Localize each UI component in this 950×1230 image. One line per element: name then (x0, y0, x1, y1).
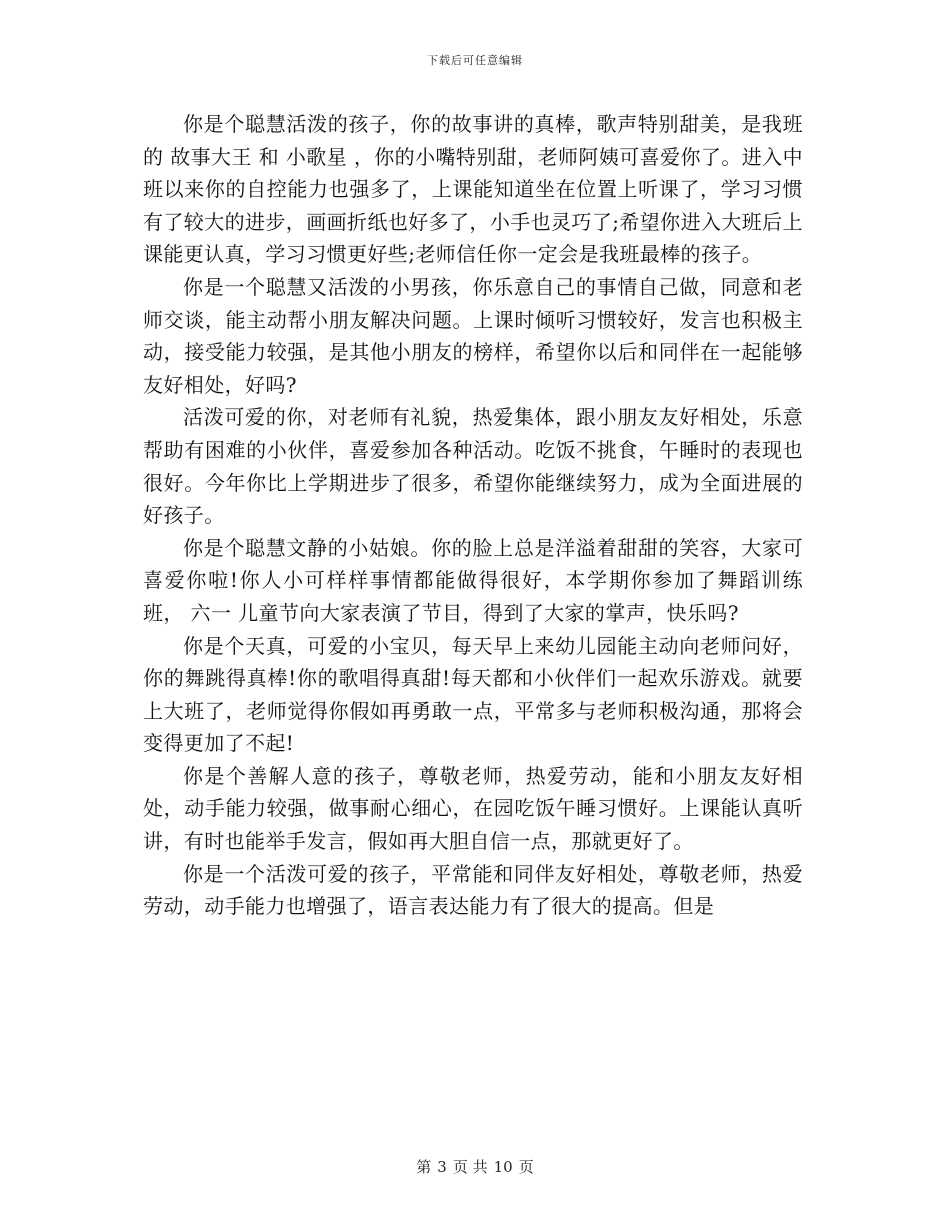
footer-prefix: 第 (416, 1158, 432, 1176)
paragraph-2: 你是一个聪慧又活泼的小男孩，你乐意自己的事情自己做，同意和老师交谈，能主动帮小朋友解决问题。上课时倾听习惯较好，发言也积极主动，接受能力较强，是其他小朋友的榜样，希望你以后和同伴在一起能够友好相处，好吗? (143, 274, 803, 397)
page-header: 下载后可任意编辑 (427, 54, 523, 67)
paragraph-1: 你是个聪慧活泼的孩子，你的故事讲的真棒，歌声特别甜美，是我班的 故事大王 和 小歌星 ，你的小嘴特别甜，老师阿姨可喜爱你了。进入中班以来你的自控能力也强多了，上课能知道坐在位置上听课了，学习习惯有了较大的进步，画画折纸也好多了，小手也灵巧了;希望你进入大班后上课能更认真，学习习惯更好些;老师信任你一定会是我班最棒的孩子。 (143, 112, 803, 267)
page-footer (0, 1156, 950, 1177)
paragraph-4: 你是个聪慧文静的小姑娘。你的脸上总是洋溢着甜甜的笑容，大家可喜爱你啦!你人小可样样事情都能做得很好，本学期你参加了舞蹈训练班， 六一 儿童节向大家表演了节目，得到了大家的掌声，快乐吗? (143, 535, 803, 625)
paragraph-6: 你是个善解人意的孩子，尊敬老师，热爱劳动，能和小朋友友好相处，动手能力较强，做事耐心细心，在园吃饭午睡习惯好。上课能认真听讲，有时也能举手发言，假如再大胆自信一点，那就更好了。 (143, 763, 803, 854)
paragraph-7: 你是一个活泼可爱的孩子，平常能和同伴友好相处，尊敬老师，热爱劳动，动手能力也增强了，语言表达能力有了很大的提高。但是 (143, 861, 803, 919)
document-body (143, 108, 803, 923)
page-number: 3 (437, 1158, 447, 1176)
footer-middle: 页 共 (452, 1158, 488, 1176)
footer-suffix: 页 (518, 1158, 534, 1176)
paragraph-5: 你是个天真，可爱的小宝贝，每天早上来幼儿园能主动向老师问好，你的舞跳得真棒!你的歌唱得真甜!每天都和小伙伴们一起欢乐游戏。就要上大班了，老师觉得你假如再勇敢一点，平常多与老师积极沟通，那将会变得更加了不起! (143, 633, 803, 756)
paragraph-3: 活泼可爱的你，对老师有礼貌，热爱集体，跟小朋友友好相处，乐意帮助有困难的小伙伴，喜爱参加各种活动。吃饭不挑食，午睡时的表现也很好。今年你比上学期进步了很多，希望你能继续努力，成为全面进展的好孩子。 (143, 405, 803, 528)
page-total: 10 (493, 1158, 513, 1176)
